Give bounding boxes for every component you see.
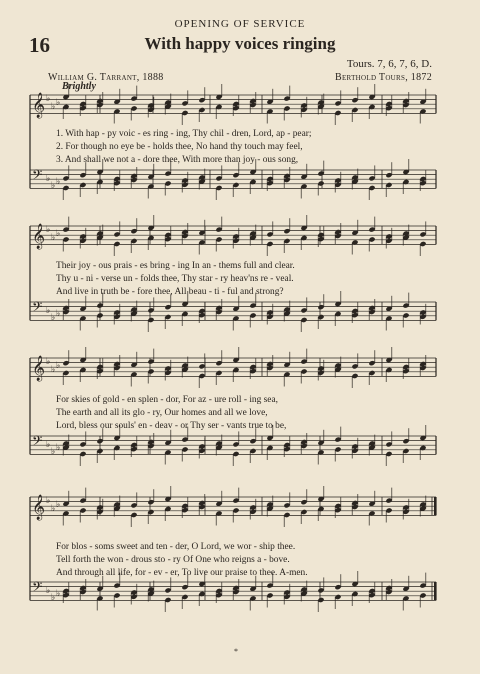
author-credit: William G. Tarrant, 1888 (48, 72, 164, 83)
tempo-marking: Brightly (62, 81, 96, 92)
tune-meter: Tours. 7, 6, 7, 6, D. (346, 58, 432, 70)
flat-sign: ♭ (56, 98, 61, 108)
flat-sign: ♭ (46, 174, 51, 184)
lyric-line-s3-v2: The earth and all its glo - ry, Our homes and all we love, (56, 408, 268, 418)
page-mark: * (234, 647, 238, 656)
flat-sign: ♭ (51, 181, 56, 191)
flat-sign: ♭ (51, 102, 56, 112)
flat-sign: ♭ (46, 586, 51, 596)
treble-clef: 𝄞 (32, 356, 46, 381)
flat-sign: ♭ (51, 593, 56, 603)
section-heading: OPENING OF SERVICE (174, 18, 306, 30)
flat-sign: ♭ (51, 447, 56, 457)
flat-sign: ♭ (56, 177, 61, 187)
treble-clef: 𝄞 (32, 93, 46, 118)
lyric-line-s1-v3: 3. And shall we not a - dore thee, With more than joy - ous song, (56, 155, 299, 165)
flat-sign: ♭ (51, 313, 56, 323)
flat-sign: ♭ (46, 496, 51, 506)
lyric-line-s2-v2: Thy u - ni - verse un - folds thee, Thy star - ry heav'ns re - veal. (56, 274, 294, 284)
flat-sign: ♭ (51, 365, 56, 375)
treble-clef: 𝄞 (32, 495, 46, 520)
flat-sign: ♭ (56, 309, 61, 319)
hymn-title: With happy voices ringing (144, 34, 336, 53)
flat-sign: ♭ (56, 229, 61, 239)
flat-sign: ♭ (51, 504, 56, 514)
hymn-number: 16 (29, 33, 50, 57)
flat-sign: ♭ (46, 225, 51, 235)
flat-sign: ♭ (46, 306, 51, 316)
lyric-line-s3-v1: For skies of gold - en splen - dor, For az - ure roll - ing sea, (56, 395, 278, 405)
bass-clef: 𝄢 (32, 299, 43, 318)
flat-sign: ♭ (46, 94, 51, 104)
bass-clef: 𝄢 (32, 579, 43, 598)
lyric-line-s4-v1: For blos - soms sweet and ten - der, O Lord, we wor - ship thee. (56, 542, 296, 552)
lyric-line-s3-v3: Lord, bless our souls' en - deav - or Thy ser - vants true to be, (56, 421, 287, 431)
lyric-line-s4-v3: And through all life, for - ev - er, To live our praise to thee. A-men. (56, 568, 308, 578)
bass-clef: 𝄢 (32, 433, 43, 452)
lyric-line-s4-v2: Tell forth the won - drous sto - ry Of One who reigns a - bove. (56, 555, 290, 565)
flat-sign: ♭ (56, 500, 61, 510)
flat-sign: ♭ (46, 440, 51, 450)
flat-sign: ♭ (56, 589, 61, 599)
flat-sign: ♭ (56, 443, 61, 453)
bass-clef: 𝄢 (32, 167, 43, 186)
lyric-line-s1-v2: 2. For though no eye be - holds thee, No hand thy touch may feel, (56, 142, 303, 152)
lyric-line-s1-v1: 1. With hap - py voic - es ring - ing, Thy chil - dren, Lord, ap - pear; (56, 129, 312, 139)
treble-clef: 𝄞 (32, 224, 46, 249)
flat-sign: ♭ (56, 361, 61, 371)
flat-sign: ♭ (51, 233, 56, 243)
lyric-line-s2-v1: Their joy - ous prais - es bring - ing In an - thems full and clear. (56, 261, 295, 271)
flat-sign: ♭ (46, 357, 51, 367)
lyric-line-s2-v3: And live in truth be - fore thee, All beau - ti - ful and strong? (56, 287, 284, 297)
composer-credit: Berthold Tours, 1872 (334, 72, 432, 83)
